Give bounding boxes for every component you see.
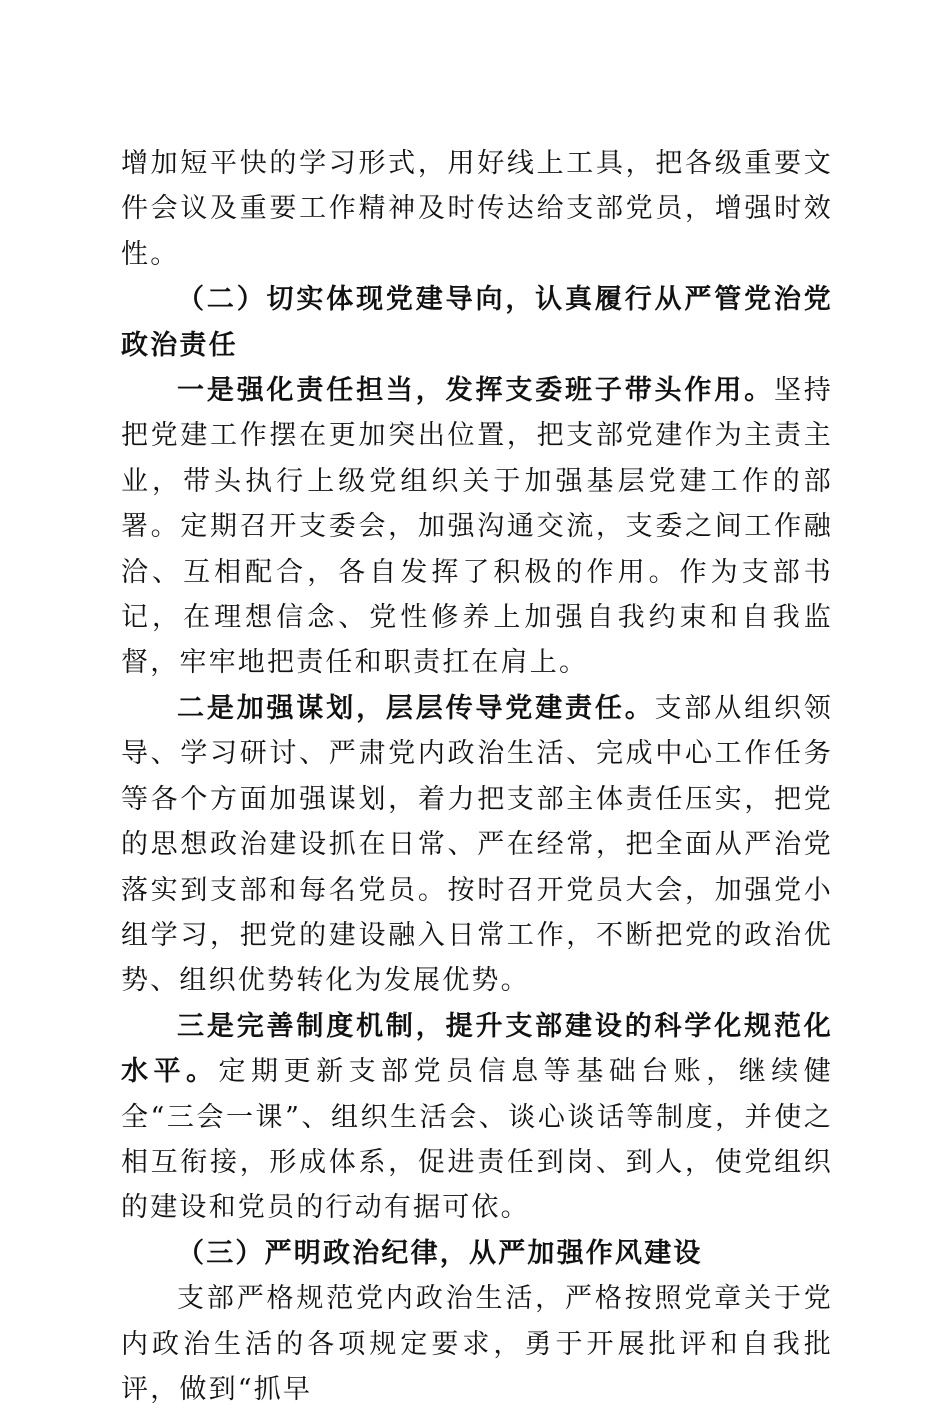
section-heading-2	[121, 277, 833, 368]
document-body	[121, 141, 833, 1412]
section-heading-3	[121, 1231, 833, 1276]
paragraph-mechanism	[121, 1004, 833, 1231]
heading-text: （二）切实体现党建导向，认真履行从严管党治党政治责任	[121, 284, 833, 361]
paragraph-continuation	[121, 141, 833, 277]
paragraph-text: 坚持把党建工作摆在更加突出位置，把支部党建作为主责主业，带头执行上级党组织关于加强基层党建工作的部署。定期召开支委会，加强沟通交流，支委之间工作融洽、互相配合，各自发挥了积极的作用。作为支部书记，在理想信念、党性修养上加强自我约束和自我监督，牢牢地把责任和职责扛在肩上。	[121, 375, 834, 679]
paragraph-text: 支部严格规范党内政治生活，严格按照党章关于党内政治生活的各项规定要求，勇于开展批评和自我批评，做到“抓早	[121, 1283, 833, 1405]
paragraph-lead: 一是强化责任担当，发挥支委班子带头作用。	[177, 375, 774, 407]
paragraph-lead: 三是完善制度机制，提升支部建设的科学化规范化水平。	[121, 1010, 833, 1088]
paragraph-discipline	[121, 1276, 833, 1412]
paragraph-text: 增加短平快的学习形式，用好线上工具，把各级重要文件会议及重要工作精神及时传达给支部党员，增强时效性。	[121, 148, 833, 270]
paragraph-text: 定期更新支部党员信息等基础台账，继续健全“三会一课”、组织生活会、谈心谈话等制度，并使之相互衔接，形成体系，促进责任到岗、到人，使党组织的建设和党员的行动有据可依。	[121, 1056, 833, 1224]
heading-text: （三）严明政治纪律，从严加强作风建设	[177, 1237, 703, 1269]
paragraph-lead: 二是加强谋划，层层传导党建责任。	[177, 692, 655, 724]
paragraph-text: 支部从组织领导、学习研讨、严肃党内政治生活、完成中心工作任务等各个方面加强谋划，着力把支部主体责任压实，把党的思想政治建设抓在日常、严在经常，把全面从严治党落实到支部和每名党员。按时召开党员大会，加强党小组学习，把党的建设融入日常工作，不断把党的政治优势、组织优势转化为发展优势。	[121, 692, 833, 997]
paragraph-responsibility	[121, 368, 833, 686]
paragraph-planning	[121, 686, 833, 1004]
